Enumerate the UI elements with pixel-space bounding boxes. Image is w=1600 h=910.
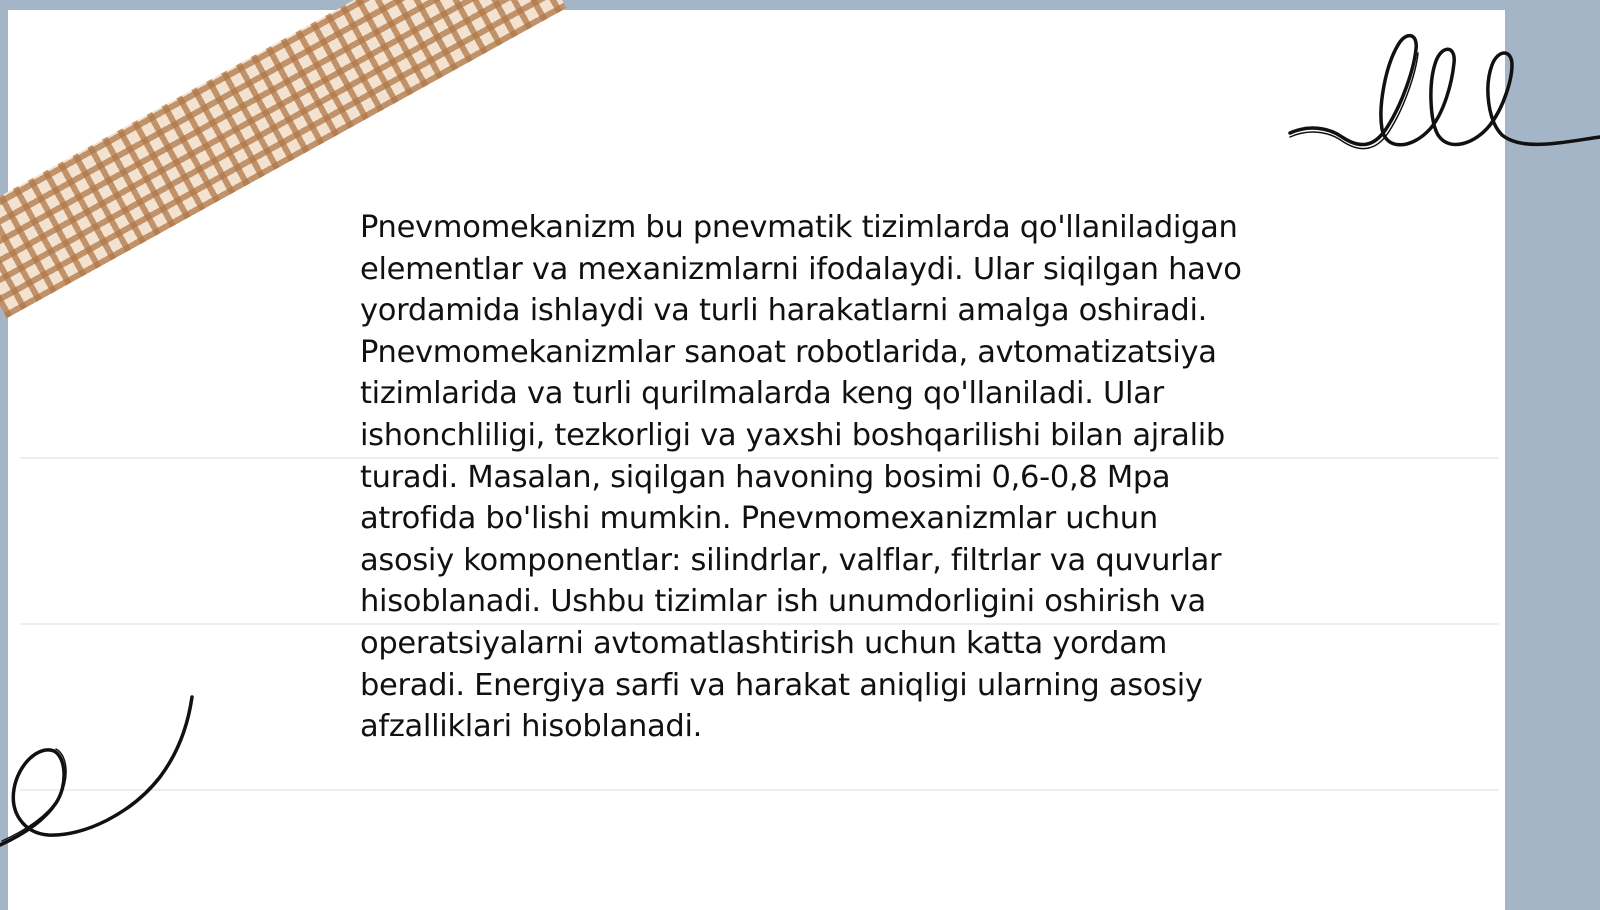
swirl-scribble-icon [0,695,200,845]
slide-body-text: Pnevmomekanizm bu pnevmatik tizimlarda qo'llaniladigan elementlar va mexanizmlarni ifodalaydi. Ular siqilgan havo yordamida ishlaydi va turli harakatlarni amalga oshiradi. Pnevmomekanizmlar sanoat robotlarida, avtomatizatsiya tizimlarida va turli qurilmalarda keng qo'llaniladi. Ular ishonchliligi, tezkorligi va yaxshi boshqarilishi bilan ajralib turadi. Masalan, siqilgan havoning bosimi 0,6-0,8 Mpa atrofida bo'lishi mumkin. Pnevmomexanizmlar uchun asosiy komponentlar: silindrlar, valflar, filtrlar va quvurlar hisoblanadi. Ushbu tizimlar ish unumdorligini oshirish va operatsiyalarni avtomatlashtirish uchun katta yordam beradi. Energiya sarfi va harakat aniqligi ularning asosiy afzalliklari hisoblanadi. [360,210,1242,745]
paper-rule-line [20,789,1499,791]
loop-scribble-icon [1290,25,1600,165]
